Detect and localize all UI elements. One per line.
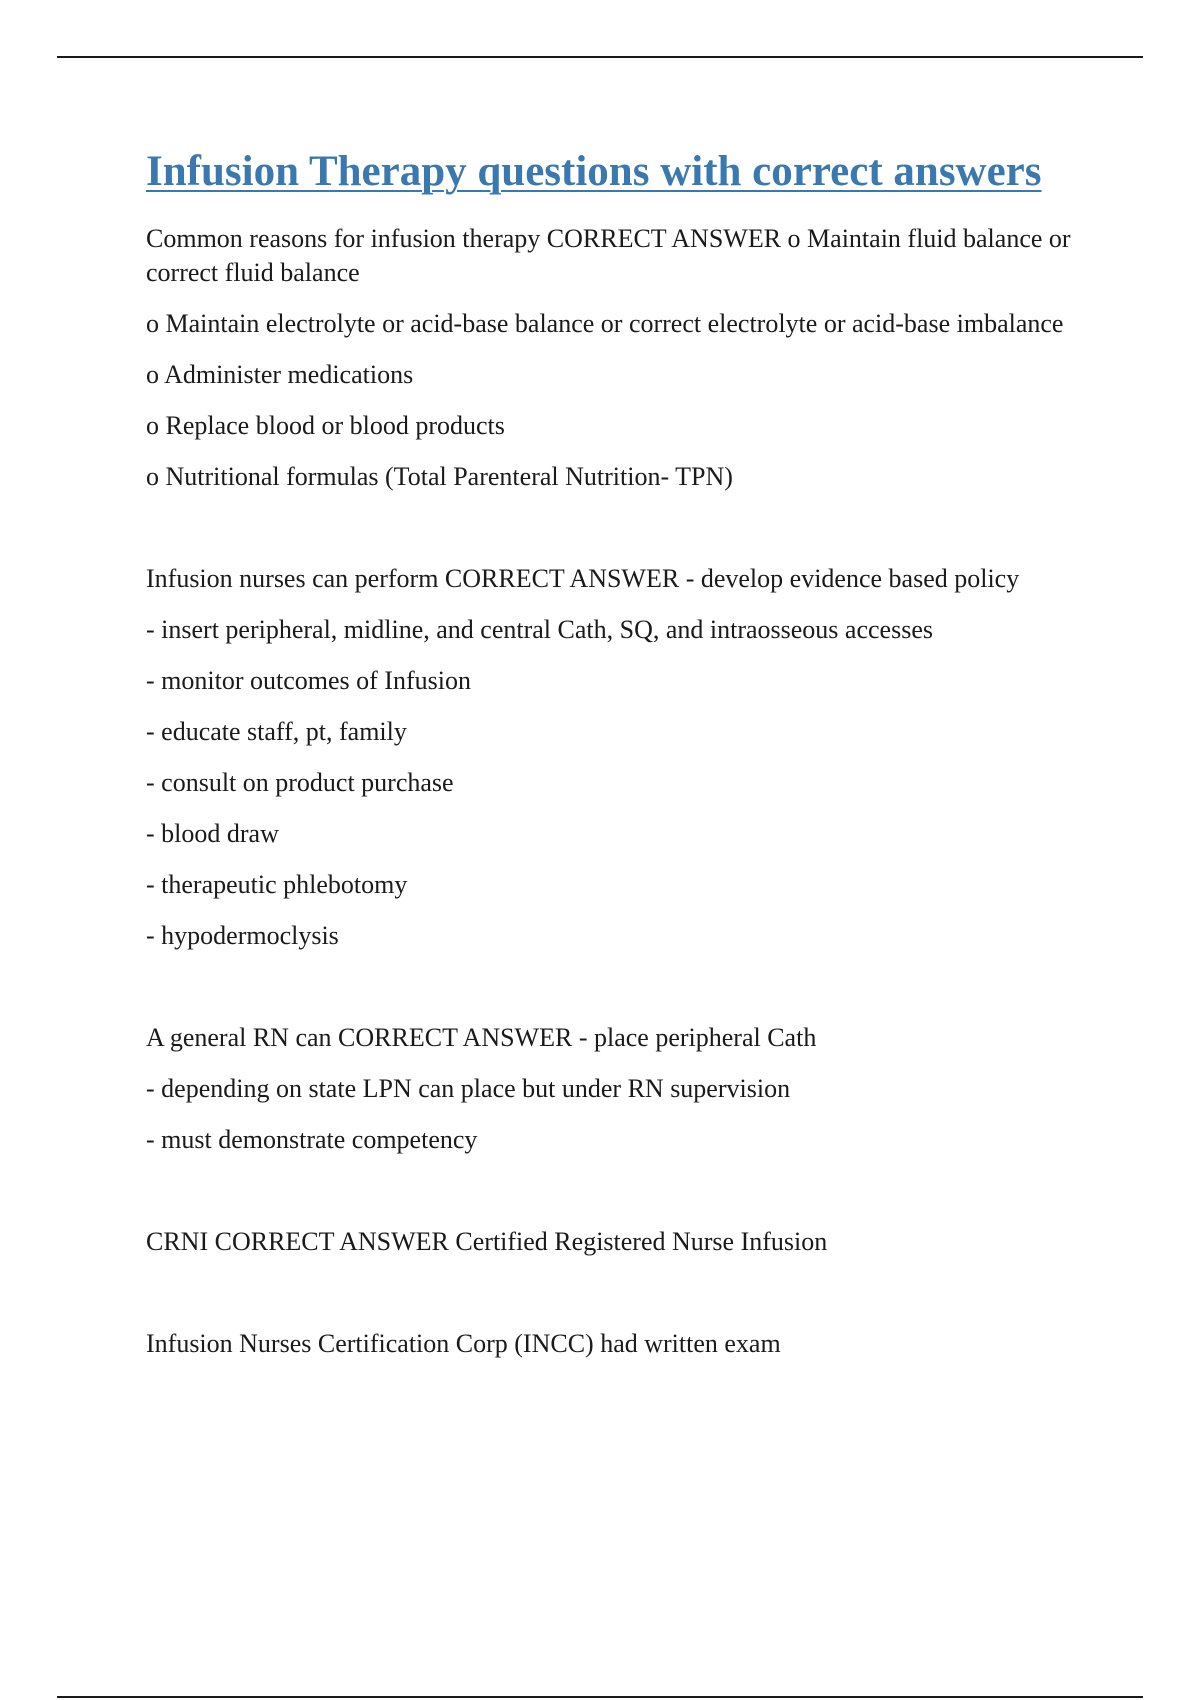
qa-line: - monitor outcomes of Infusion bbox=[146, 666, 471, 695]
bottom-rule bbox=[57, 1696, 1143, 1698]
qa-block-infusion-reasons bbox=[146, 222, 1076, 494]
qa-block-infusion-nurses bbox=[146, 562, 1076, 953]
qa-line: A general RN can CORRECT ANSWER - place peripheral Cath bbox=[146, 1023, 817, 1052]
qa-line: - must demonstrate competency bbox=[146, 1125, 478, 1154]
qa-block-crni bbox=[146, 1225, 1076, 1259]
qa-line: o Administer medications bbox=[146, 360, 414, 389]
qa-line: - depending on state LPN can place but under RN supervision bbox=[146, 1074, 791, 1103]
qa-line: - blood draw bbox=[146, 819, 279, 848]
qa-line: - hypodermoclysis bbox=[146, 921, 339, 950]
qa-block-incc bbox=[146, 1327, 1076, 1361]
document-title: Infusion Therapy questions with correct answers bbox=[146, 148, 1042, 195]
qa-line: Infusion Nurses Certification Corp (INCC) had written exam bbox=[146, 1329, 781, 1358]
qa-line: - insert peripheral, midline, and central Cath, SQ, and intraosseous accesses bbox=[146, 615, 933, 644]
qa-line: - consult on product purchase bbox=[146, 768, 454, 797]
qa-line: - therapeutic phlebotomy bbox=[146, 870, 408, 899]
qa-line: - educate staff, pt, family bbox=[146, 717, 407, 746]
qa-line: CRNI CORRECT ANSWER Certified Registered Nurse Infusion bbox=[146, 1227, 828, 1256]
qa-block-general-rn bbox=[146, 1021, 1076, 1157]
document-body bbox=[146, 146, 1076, 1378]
qa-line: o Nutritional formulas (Total Parenteral Nutrition- TPN) bbox=[146, 462, 733, 491]
qa-line: o Replace blood or blood products bbox=[146, 411, 505, 440]
top-rule bbox=[57, 56, 1143, 58]
qa-line: o Maintain electrolyte or acid-base balance or correct electrolyte or acid-base imbalance bbox=[146, 309, 1064, 338]
qa-line: Infusion nurses can perform CORRECT ANSWER - develop evidence based policy bbox=[146, 564, 1020, 593]
qa-line: Common reasons for infusion therapy CORRECT ANSWER o Maintain fluid balance or correct fluid balance bbox=[146, 224, 1071, 287]
